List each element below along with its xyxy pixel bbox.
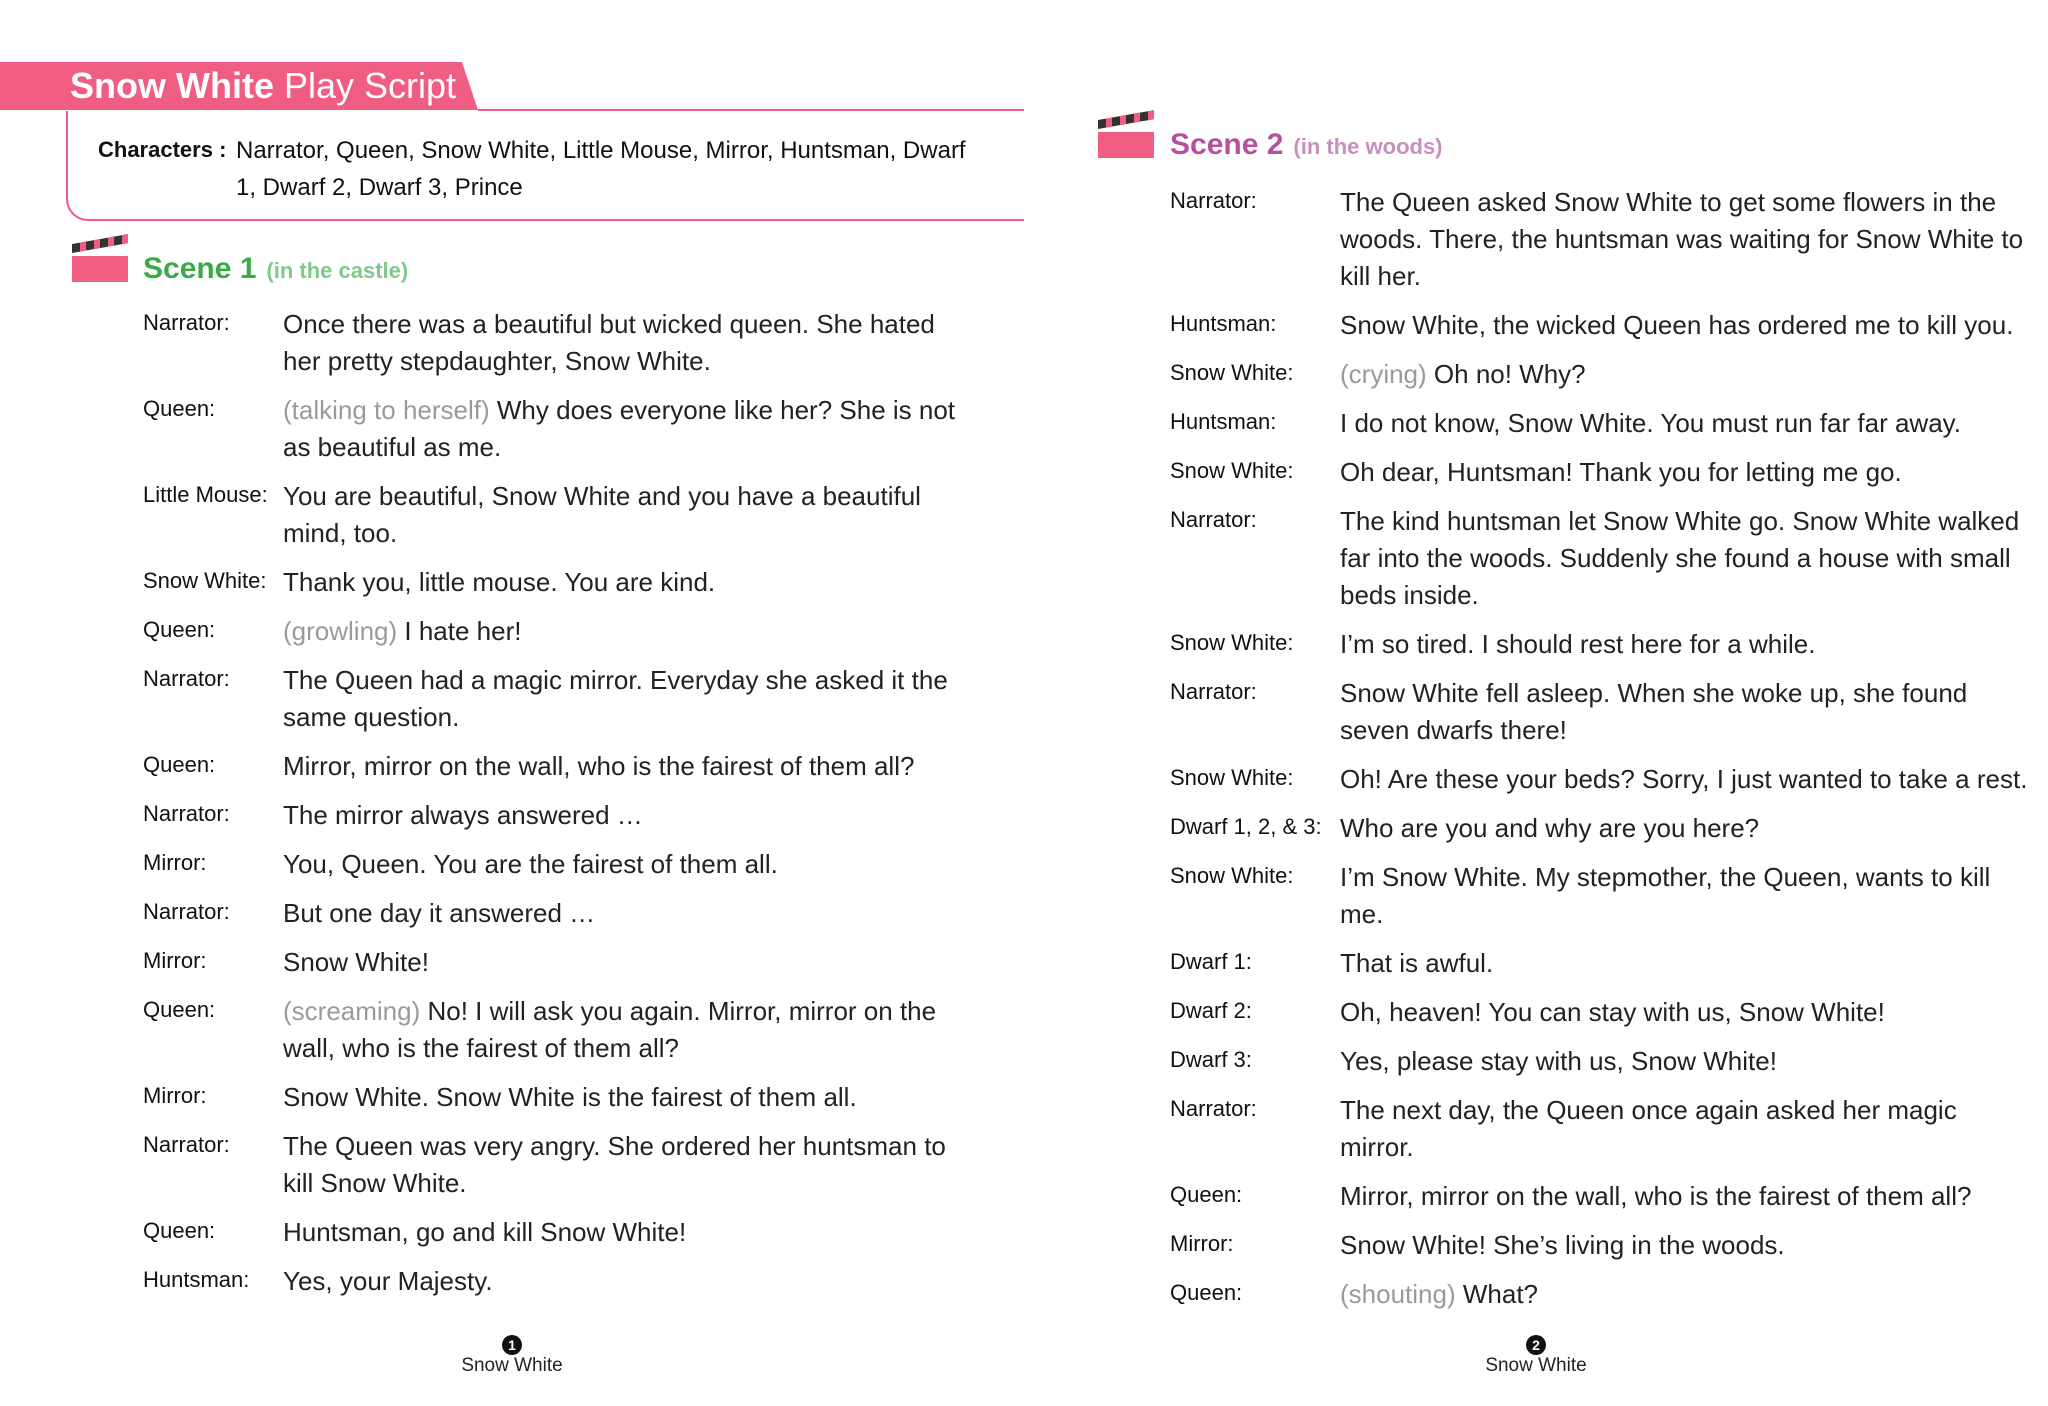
speaker-label: Snow White: xyxy=(143,568,267,593)
stage-direction: (shouting) xyxy=(1340,1279,1456,1309)
speech-text xyxy=(1340,810,2030,847)
dialogue-line xyxy=(1170,675,2030,749)
speech-text xyxy=(283,392,973,466)
page-number: 2 xyxy=(1526,1335,1546,1355)
line-text: Mirror, mirror on the wall, who is the fairest of them all? xyxy=(283,751,915,781)
dialogue-line xyxy=(143,1214,973,1251)
line-text: I hate her! xyxy=(404,616,522,646)
dialogue-line xyxy=(143,895,973,932)
line-text: The next day, the Queen once again asked her magic mirror. xyxy=(1340,1095,1957,1162)
speech-text xyxy=(283,1079,973,1116)
scene-2-heading xyxy=(1170,128,1443,162)
speaker-label: Queen: xyxy=(1170,1182,1243,1207)
speaker-label: Mirror: xyxy=(1170,1231,1234,1256)
speech-text xyxy=(1340,859,2030,933)
scene-1-setting: (in the castle) xyxy=(266,258,409,283)
speaker-label: Queen: xyxy=(143,752,216,777)
speaker-label: Dwarf 1: xyxy=(1170,949,1252,974)
right-page xyxy=(1024,0,2048,1406)
speaker-label: Huntsman: xyxy=(1170,311,1277,336)
dialogue-line xyxy=(1170,945,2030,982)
dialogue-line xyxy=(143,1128,973,1202)
line-text: Huntsman, go and kill Snow White! xyxy=(283,1217,687,1247)
footer-label: Snow White xyxy=(461,1355,563,1376)
line-text: Snow White! She’s living in the woods. xyxy=(1340,1230,1785,1260)
speaker-label: Queen: xyxy=(143,396,216,421)
speech-text xyxy=(283,1214,973,1251)
speech-text xyxy=(1340,945,2030,982)
speaker-label: Narrator: xyxy=(143,899,230,924)
speech-text xyxy=(1340,1043,2030,1080)
speech-text xyxy=(1340,454,2030,491)
speech-text xyxy=(283,662,973,736)
dialogue-line xyxy=(1170,626,2030,663)
line-text: You are beautiful, Snow White and you have a beautiful mind, too. xyxy=(283,481,921,548)
scene-2-setting: (in the woods) xyxy=(1293,134,1443,159)
speaker-label: Snow White: xyxy=(1170,630,1294,655)
dialogue-line xyxy=(143,613,973,650)
characters-list: Narrator, Queen, Snow White, Little Mouse, Mirror, Huntsman, Dwarf 1, Dwarf 2, Dwarf 3, Prince xyxy=(236,137,966,201)
line-text: Oh no! Why? xyxy=(1433,359,1586,389)
dialogue-line xyxy=(1170,810,2030,847)
line-text: I’m so tired. I should rest here for a while. xyxy=(1340,629,1816,659)
speaker-label: Dwarf 1, 2, & 3: xyxy=(1170,814,1322,839)
line-text: Snow White. Snow White is the fairest of them all. xyxy=(283,1082,857,1112)
speaker-label: Snow White: xyxy=(1170,863,1294,888)
speech-text xyxy=(283,846,973,883)
stage-direction: (growling) xyxy=(283,616,398,646)
line-text: Snow White! xyxy=(283,947,429,977)
clapperboard-icon xyxy=(1098,120,1154,158)
footer-label: Snow White xyxy=(1485,1355,1587,1376)
speaker-label: Narrator: xyxy=(1170,507,1257,532)
line-text: Snow White, the wicked Queen has ordered me to kill you. xyxy=(1340,310,2014,340)
title-bold: Snow White xyxy=(70,65,274,106)
dialogue-line xyxy=(1170,1276,2030,1313)
title-rest: Play Script xyxy=(284,65,457,106)
speaker-label: Snow White: xyxy=(1170,360,1294,385)
speech-text xyxy=(283,748,973,785)
speaker-label: Huntsman: xyxy=(1170,409,1277,434)
line-text: The Queen was very angry. She ordered her huntsman to kill Snow White. xyxy=(283,1131,946,1198)
dialogue-line xyxy=(1170,859,2030,933)
speaker-label: Narrator: xyxy=(143,1132,230,1157)
speaker-label: Snow White: xyxy=(1170,458,1294,483)
line-text: But one day it answered … xyxy=(283,898,596,928)
dialogue-line xyxy=(143,748,973,785)
speech-text xyxy=(283,1128,973,1202)
line-text: The mirror always answered … xyxy=(283,800,643,830)
page-title xyxy=(70,64,456,108)
speech-text xyxy=(1340,1092,2030,1166)
speech-text xyxy=(1340,307,2030,344)
dialogue-line xyxy=(1170,356,2030,393)
dialogue-line xyxy=(1170,1178,2030,1215)
line-text: Oh dear, Huntsman! Thank you for letting me go. xyxy=(1340,457,1902,487)
line-text: Thank you, little mouse. You are kind. xyxy=(283,567,716,597)
clapperboard-icon xyxy=(72,244,128,282)
speech-text xyxy=(1340,1276,2030,1313)
dialogue-line xyxy=(143,1079,973,1116)
dialogue-line xyxy=(143,392,973,466)
speech-text xyxy=(283,478,973,552)
line-text: What? xyxy=(1462,1279,1539,1309)
dialogue-line xyxy=(143,662,973,736)
speaker-label: Queen: xyxy=(1170,1280,1243,1305)
stage-direction: (crying) xyxy=(1340,359,1427,389)
speech-text xyxy=(283,993,973,1067)
dialogue-line xyxy=(1170,1092,2030,1166)
speaker-label: Narrator: xyxy=(143,666,230,691)
speaker-label: Narrator: xyxy=(143,310,230,335)
dialogue-line xyxy=(1170,994,2030,1031)
line-text: I’m Snow White. My stepmother, the Queen, wants to kill me. xyxy=(1340,862,1991,929)
speaker-label: Mirror: xyxy=(143,1083,207,1108)
dialogue-line xyxy=(1170,503,2030,614)
speech-text xyxy=(1340,1227,2030,1264)
dialogue-line xyxy=(143,993,973,1067)
line-text: Oh! Are these your beds? Sorry, I just wanted to take a rest. xyxy=(1340,764,2028,794)
stage-direction: (talking to herself) xyxy=(283,395,490,425)
dialogue-line xyxy=(1170,405,2030,442)
speaker-label: Snow White: xyxy=(1170,765,1294,790)
speaker-label: Huntsman: xyxy=(143,1267,250,1292)
scene-1-dialogue xyxy=(143,306,973,1312)
speech-text xyxy=(1340,503,2030,614)
speech-text xyxy=(1340,356,2030,393)
speaker-label: Mirror: xyxy=(143,948,207,973)
line-text: Mirror, mirror on the wall, who is the fairest of them all? xyxy=(1340,1181,1972,1211)
dialogue-line xyxy=(1170,1043,2030,1080)
line-text: Once there was a beautiful but wicked queen. She hated her pretty stepdaughter, Snow White. xyxy=(283,309,935,376)
line-text: I do not know, Snow White. You must run far far away. xyxy=(1340,408,1961,438)
speech-text xyxy=(1340,626,2030,663)
speech-text xyxy=(283,564,973,601)
line-text: The Queen had a magic mirror. Everyday she asked it the same question. xyxy=(283,665,948,732)
line-text: The Queen asked Snow White to get some flowers in the woods. There, the huntsman was waiting for Snow White to kill her. xyxy=(1340,187,2024,291)
speech-text xyxy=(1340,1178,2030,1215)
speaker-label: Narrator: xyxy=(143,801,230,826)
speaker-label: Little Mouse: xyxy=(143,482,268,507)
scene-1-heading xyxy=(143,252,408,286)
line-text: Yes, please stay with us, Snow White! xyxy=(1340,1046,1777,1076)
speech-text xyxy=(1340,994,2030,1031)
speech-text xyxy=(283,797,973,834)
dialogue-line xyxy=(143,797,973,834)
dialogue-line xyxy=(143,944,973,981)
dialogue-line xyxy=(143,846,973,883)
dialogue-line xyxy=(143,306,973,380)
line-text: That is awful. xyxy=(1340,948,1494,978)
speech-text xyxy=(283,1263,973,1300)
dialogue-line xyxy=(1170,307,2030,344)
dialogue-line xyxy=(143,478,973,552)
scene-1-title: Scene 1 xyxy=(143,252,257,285)
speech-text xyxy=(1340,761,2030,798)
line-text: Who are you and why are you here? xyxy=(1340,813,1760,843)
speaker-label: Dwarf 3: xyxy=(1170,1047,1252,1072)
speaker-label: Narrator: xyxy=(1170,188,1257,213)
speech-text xyxy=(1340,675,2030,749)
speaker-label: Queen: xyxy=(143,617,216,642)
speaker-label: Queen: xyxy=(143,1218,216,1243)
scene-2-title: Scene 2 xyxy=(1170,128,1284,161)
page-number: 1 xyxy=(502,1335,522,1355)
line-text: You, Queen. You are the fairest of them all. xyxy=(283,849,778,879)
characters-label: Characters : xyxy=(98,137,227,162)
speech-text xyxy=(1340,405,2030,442)
dialogue-line xyxy=(1170,184,2030,295)
line-text: Yes, your Majesty. xyxy=(283,1266,493,1296)
dialogue-line xyxy=(1170,454,2030,491)
line-text: Why does everyone like her? She is not as beautiful as me. xyxy=(283,395,956,462)
speech-text xyxy=(1340,184,2030,295)
line-text: The kind huntsman let Snow White go. Snow White walked far into the woods. Suddenly she found a house with small beds inside. xyxy=(1340,506,2020,610)
speaker-label: Narrator: xyxy=(1170,679,1257,704)
speaker-label: Queen: xyxy=(143,997,216,1022)
line-text: No! I will ask you again. Mirror, mirror on the wall, who is the fairest of them all? xyxy=(283,996,937,1063)
speaker-label: Mirror: xyxy=(143,850,207,875)
scene-2-dialogue xyxy=(1170,184,2030,1325)
dialogue-line xyxy=(1170,1227,2030,1264)
line-text: Oh, heaven! You can stay with us, Snow White! xyxy=(1340,997,1885,1027)
speech-text xyxy=(283,944,973,981)
dialogue-line xyxy=(143,1263,973,1300)
dialogue-line xyxy=(1170,761,2030,798)
speaker-label: Narrator: xyxy=(1170,1096,1257,1121)
line-text: Snow White fell asleep. When she woke up, she found seven dwarfs there! xyxy=(1340,678,1968,745)
speech-text xyxy=(283,895,973,932)
speech-text xyxy=(283,306,973,380)
speech-text xyxy=(283,613,973,650)
dialogue-line xyxy=(143,564,973,601)
stage-direction: (screaming) xyxy=(283,996,421,1026)
speaker-label: Dwarf 2: xyxy=(1170,998,1252,1023)
